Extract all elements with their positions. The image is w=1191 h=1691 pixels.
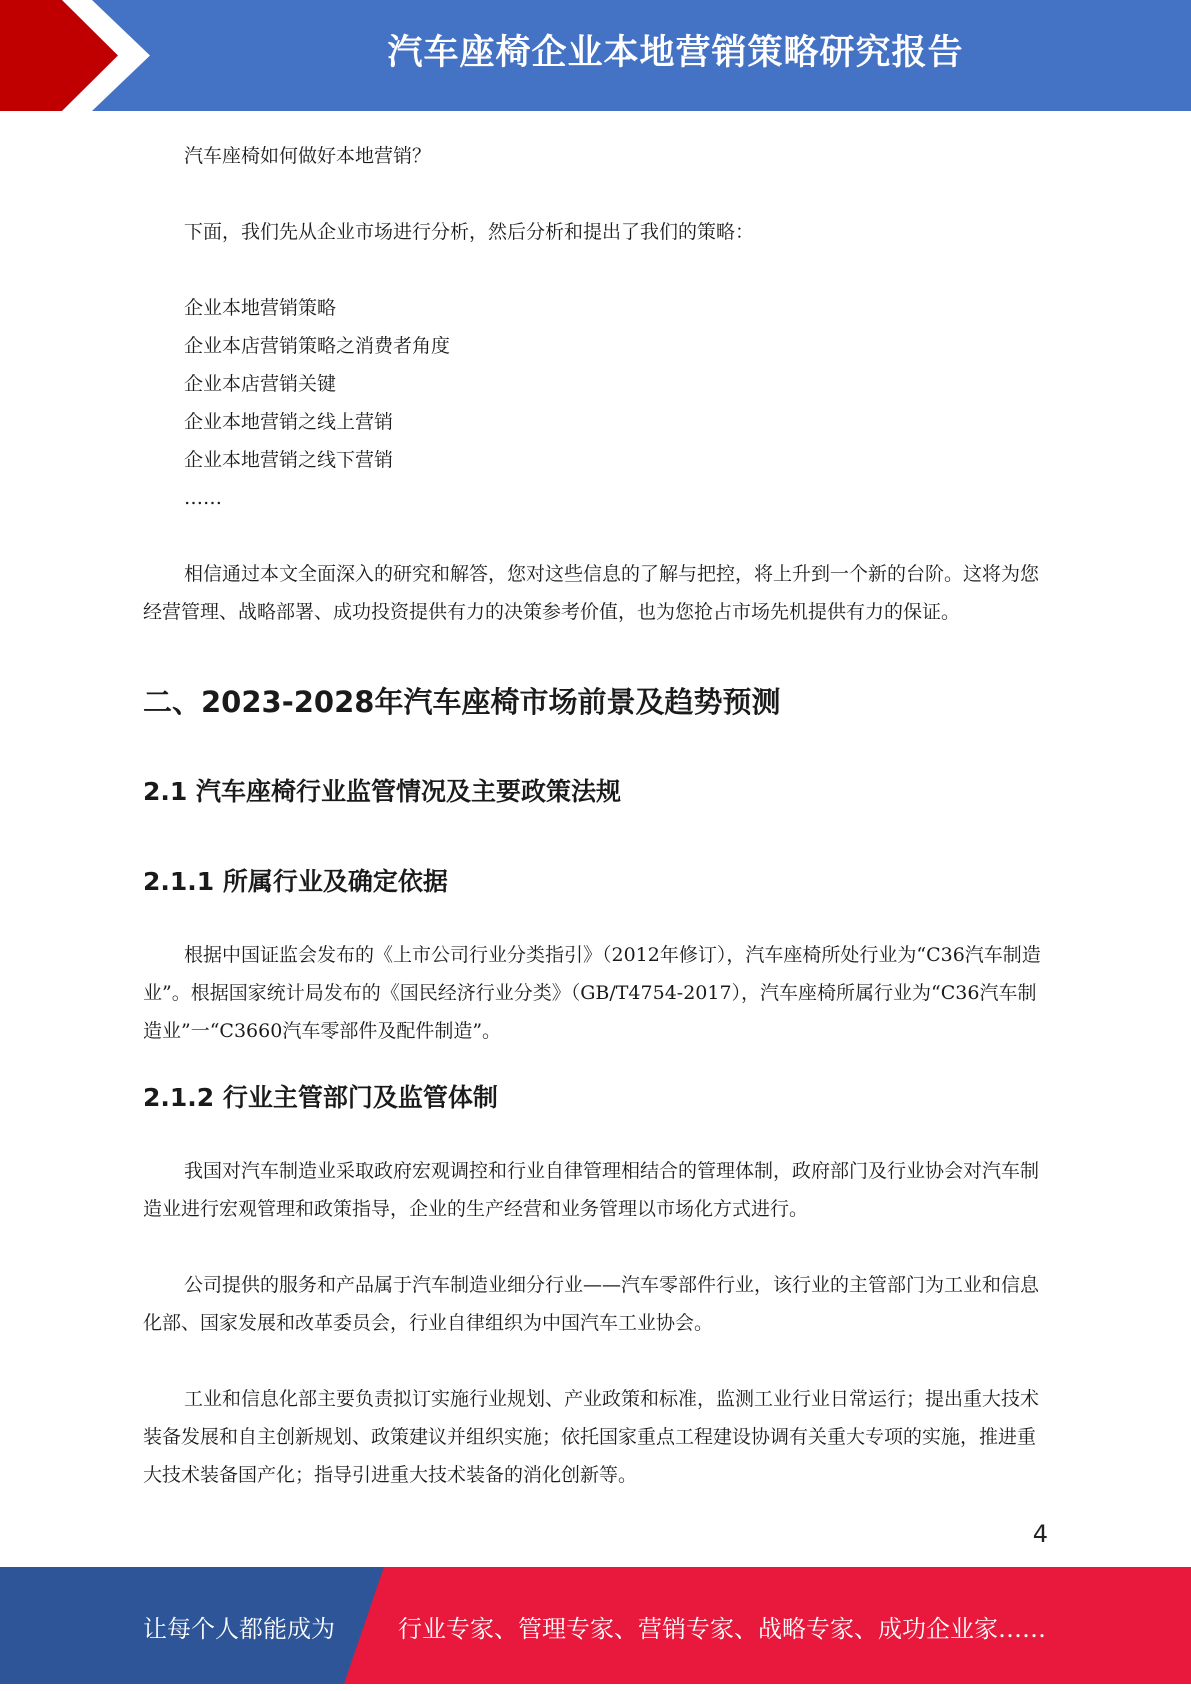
strategy-list	[143, 289, 1048, 517]
list-item: 企业本地营销之线上营销	[184, 411, 394, 433]
page-header-band	[0, 0, 1191, 111]
list-item: 企业本店营销策略之消费者角度	[184, 335, 451, 357]
subsection-heading: 2.1.1 所属行业及确定依据	[143, 867, 448, 896]
body-paragraph: 我国对汽车制造业采取政府宏观调控和行业自律管理相结合的管理体制，政府部门及行业协会对汽车制造业进行宏观管理和政策指导，企业的生产经营和业务管理以市场化方式进行。	[143, 1160, 1040, 1220]
intro-closing-paragraph: 相信通过本文全面深入的研究和解答，您对这些信息的了解与把控，将上升到一个新的台阶。这将为您经营管理、战略部署、成功投资提供有力的决策参考价值，也为您抢占市场先机提供有力的保证。	[143, 563, 1040, 623]
header-chevron-icon	[0, 0, 160, 111]
document-title: 汽车座椅企业本地营销策略研究报告	[387, 33, 964, 73]
section-heading: 二、2023-2028年汽车座椅市场前景及趋势预测	[143, 685, 781, 719]
page-number: 4	[1032, 1520, 1048, 1548]
intro-lead: 下面，我们先从企业市场进行分析，然后分析和提出了我们的策略：	[184, 221, 755, 243]
footer-slogan-right: 行业专家、管理专家、营销专家、战略专家、成功企业家……	[398, 1615, 1046, 1643]
page-body	[143, 130, 1048, 1494]
subsection-heading: 2.1 汽车座椅行业监管情况及主要政策法规	[143, 777, 621, 806]
intro-question: 汽车座椅如何做好本地营销？	[184, 145, 432, 167]
subsection-heading: 2.1.2 行业主管部门及监管体制	[143, 1083, 498, 1112]
body-paragraph: 工业和信息化部主要负责拟订实施行业规划、产业政策和标准，监测工业行业日常运行；提出重大技术装备发展和自主创新规划、政策建议并组织实施；依托国家重点工程建设协调有关重大专项的实施，推进重大技术装备国产化；指导引进重大技术装备的消化创新等。	[143, 1388, 1040, 1486]
list-item: 企业本地营销策略	[184, 297, 337, 319]
list-item: 企业本店营销关键	[184, 373, 337, 395]
list-item: 企业本地营销之线下营销	[184, 449, 394, 471]
body-paragraph: 公司提供的服务和产品属于汽车制造业细分行业——汽车零部件行业，该行业的主管部门为工业和信息化部、国家发展和改革委员会，行业自律组织为中国汽车工业协会。	[143, 1274, 1040, 1334]
body-paragraph: 根据中国证监会发布的《上市公司行业分类指引》（2012年修订），汽车座椅所处行业为“C36汽车制造业”。根据国家统计局发布的《国民经济行业分类》（GB/T4754-2017），汽车座椅所属行业为“C36汽车制造业”一“C3660汽车零部件及配件制造”。	[143, 944, 1041, 1042]
footer-slogan-left: 让每个人都能成为	[143, 1615, 335, 1643]
page-footer-band	[0, 1567, 1191, 1684]
list-item: ……	[184, 487, 222, 509]
